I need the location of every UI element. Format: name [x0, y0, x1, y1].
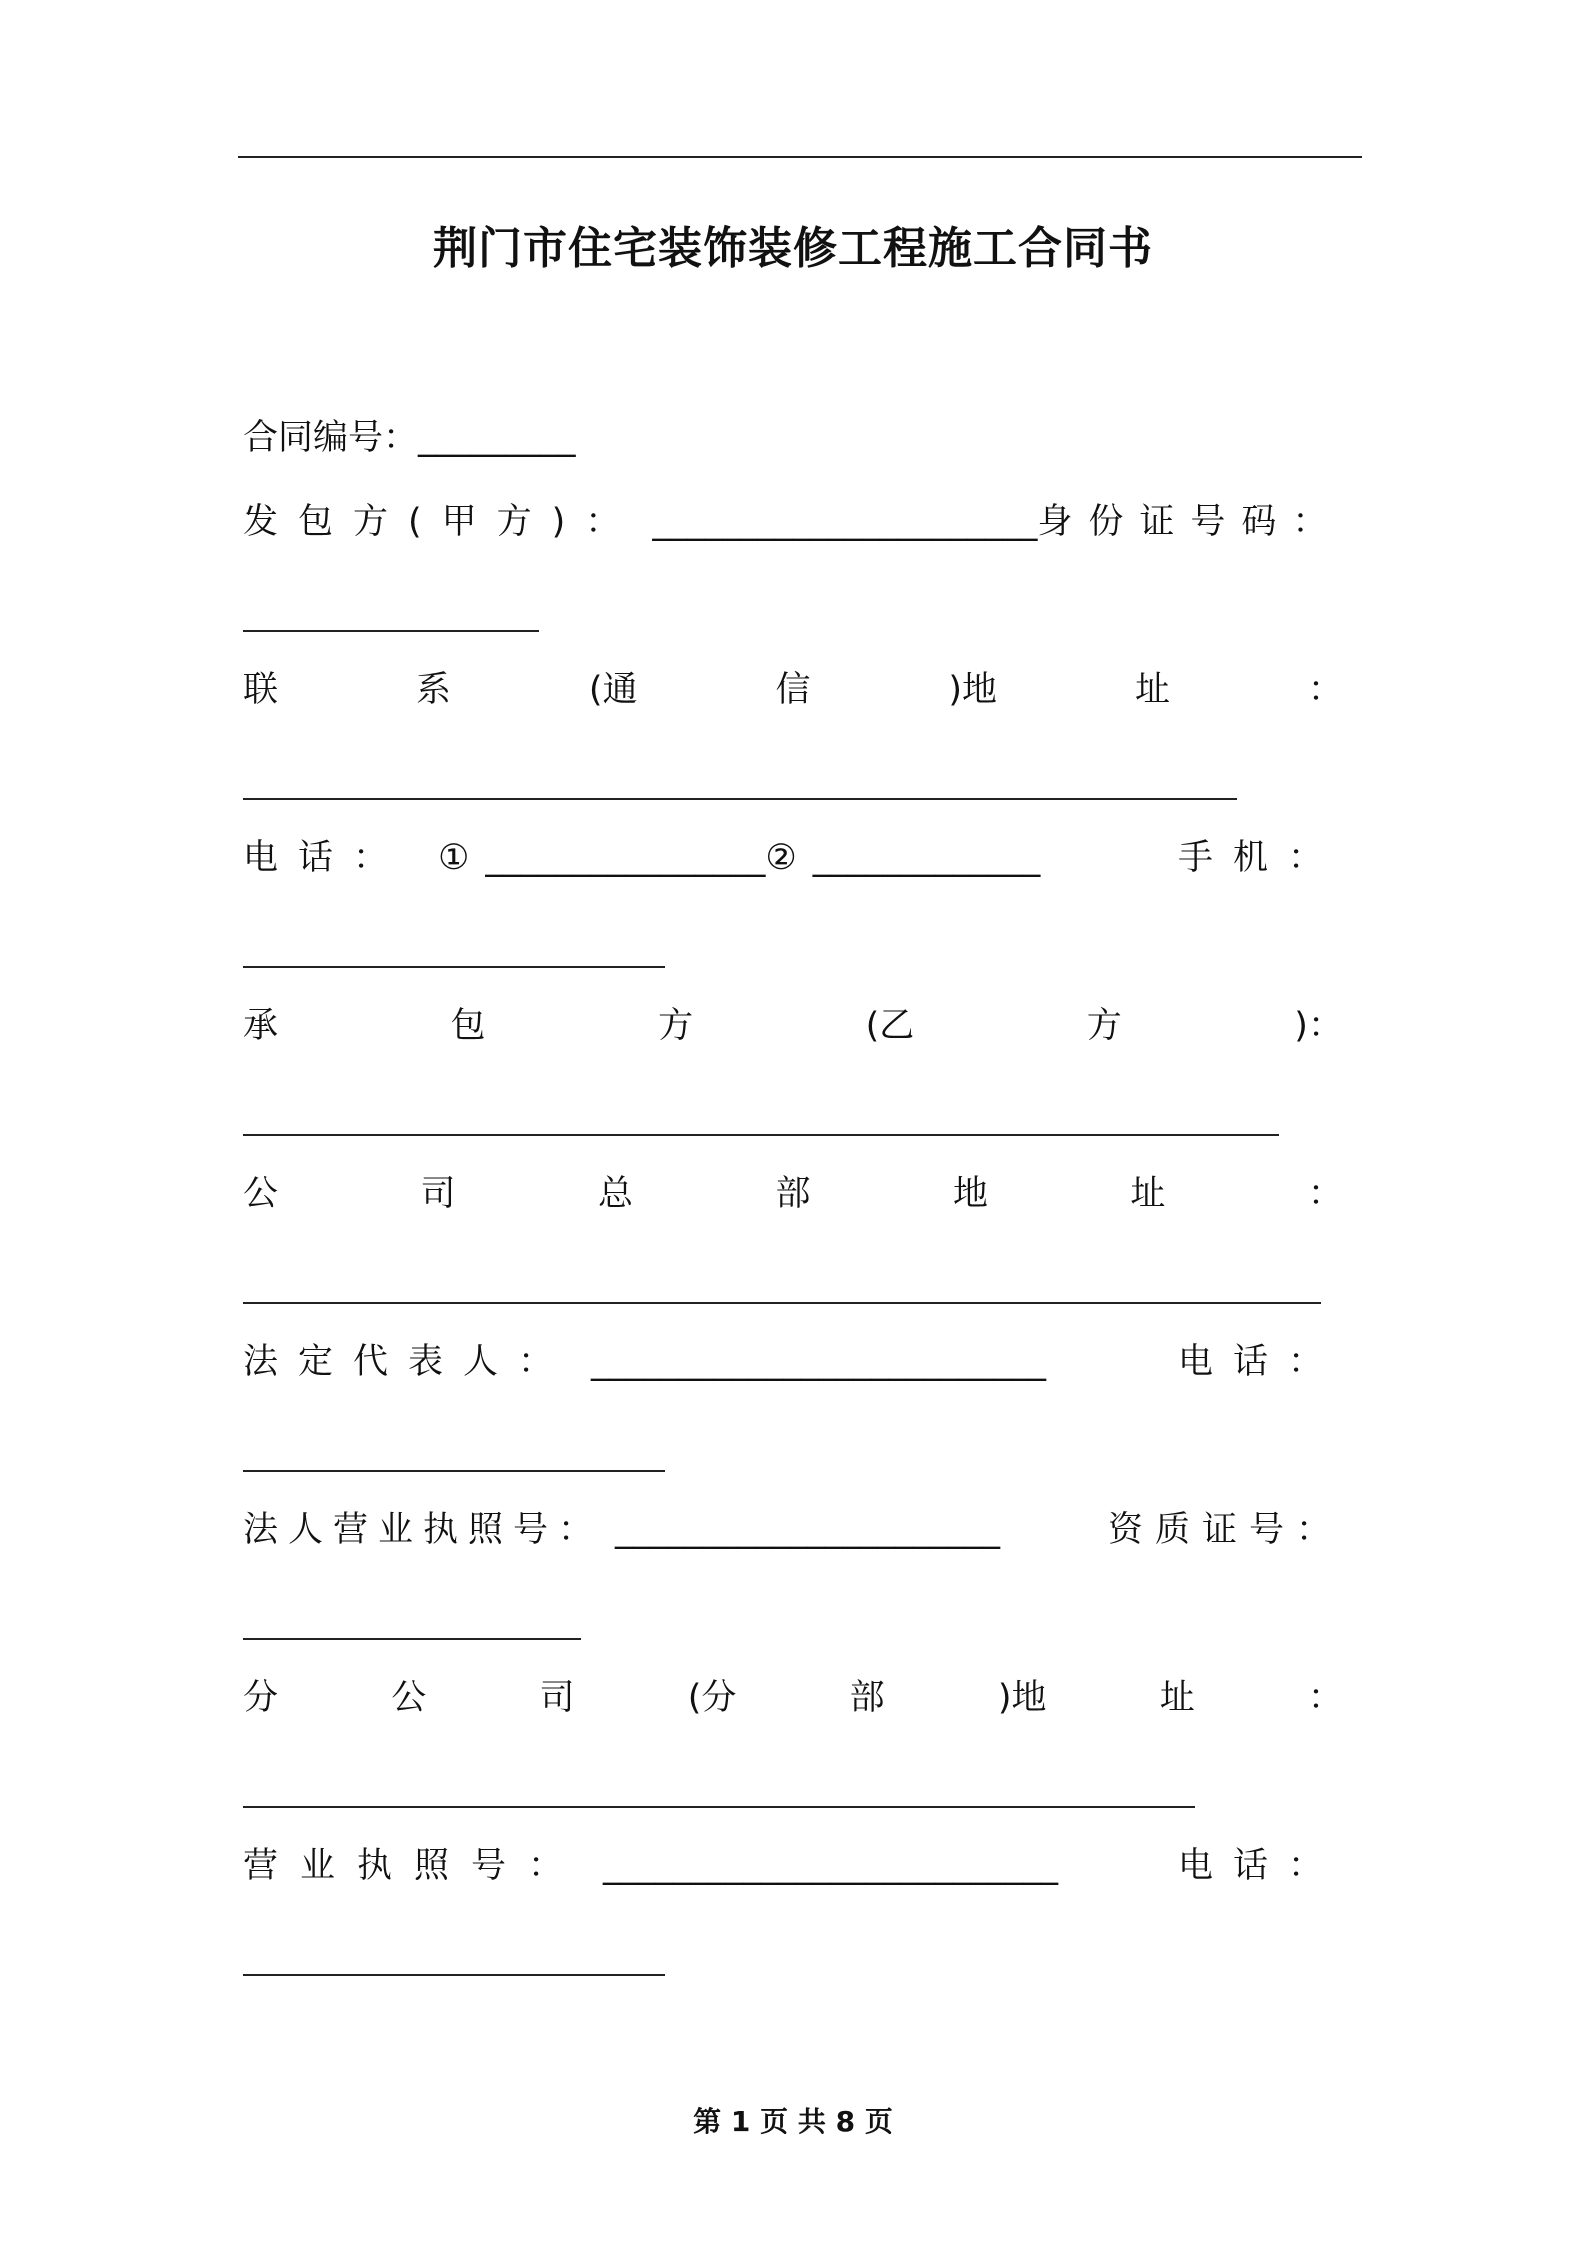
branch-phone-label: 电话：	[1177, 1846, 1343, 1886]
hq-word: 司	[420, 1174, 456, 1214]
party-a-id-blank	[243, 630, 539, 632]
branch-word: 司	[539, 1678, 575, 1718]
hq-word: 部	[775, 1174, 811, 1214]
party-b-word: 包	[450, 1006, 486, 1046]
party-b-word: 承	[243, 1006, 279, 1046]
party-a-phone-line	[243, 828, 1343, 888]
branch-word: 分	[243, 1678, 279, 1718]
party-a-mobile-label: 手机：	[1177, 838, 1343, 878]
legal-rep-phone-label: 电话：	[1177, 1342, 1343, 1382]
document-title: 荆门市住宅装饰装修工程施工合同书	[433, 223, 1153, 274]
address-word: ：	[1307, 670, 1343, 710]
party-b-word: (乙	[865, 1006, 915, 1046]
contract-number-blank: _________	[418, 418, 576, 458]
hq-word: 地	[952, 1174, 988, 1214]
party-b-word: )：	[1294, 1006, 1343, 1046]
qualification-label: 资质证号：	[1107, 1510, 1343, 1550]
party-b-line	[243, 996, 1343, 1056]
branch-license-line	[243, 1836, 1343, 1896]
address-word: (通	[588, 670, 638, 710]
legal-rep-line	[243, 1332, 1343, 1392]
party-a-id-label: 身份证号码：	[1037, 502, 1344, 542]
party-a-phone-blank-1: ________________	[485, 838, 766, 878]
branch-word: 部	[849, 1678, 885, 1718]
license-blank: ______________________	[615, 1510, 1001, 1550]
hq-word: ：	[1307, 1174, 1343, 1214]
branch-word: ：	[1307, 1678, 1343, 1718]
party-a-address-line	[243, 660, 1343, 720]
header-rule	[238, 156, 1362, 158]
legal-rep-blank: __________________________	[591, 1342, 1047, 1382]
branch-word: (分	[687, 1678, 737, 1718]
address-word: 信	[775, 670, 811, 710]
party-a-label: 发包方(甲方)：	[243, 502, 641, 542]
party-a-blank: ______________________	[652, 502, 1038, 542]
party-b-name-blank	[243, 1134, 1279, 1136]
branch-license-blank: __________________________	[603, 1846, 1059, 1886]
legal-rep-phone-blank	[243, 1470, 665, 1472]
branch-address-blank	[243, 1806, 1195, 1808]
party-a-address-blank	[243, 798, 1237, 800]
party-a-line	[243, 492, 1343, 552]
phone-mark-1: ①	[438, 838, 470, 878]
hq-address-blank	[243, 1302, 1321, 1304]
party-a-phone-label: 电话：	[243, 838, 409, 878]
hq-word: 公	[243, 1174, 279, 1214]
hq-address-line	[243, 1164, 1343, 1224]
branch-word: )地	[997, 1678, 1047, 1718]
branch-word: 公	[391, 1678, 427, 1718]
contract-number-label: 合同编号：	[243, 418, 419, 458]
license-line	[243, 1500, 1343, 1560]
legal-rep-label: 法定代表人：	[243, 1342, 574, 1382]
address-word: )地	[948, 670, 998, 710]
branch-phone-blank	[243, 1974, 665, 1976]
qualification-blank	[243, 1638, 581, 1640]
branch-address-line	[243, 1668, 1343, 1728]
party-b-word: 方	[658, 1006, 694, 1046]
page-footer: 第 1 页 共 8 页	[693, 2105, 893, 2138]
party-b-word: 方	[1086, 1006, 1122, 1046]
branch-word: 址	[1159, 1678, 1195, 1718]
address-word: 系	[415, 670, 451, 710]
party-a-mobile-blank	[243, 966, 665, 968]
address-word: 联	[243, 670, 279, 710]
address-word: 址	[1134, 670, 1170, 710]
contract-number-line	[243, 408, 1343, 468]
branch-license-label: 营业执照号：	[243, 1846, 586, 1886]
phone-mark-2: ②	[765, 838, 797, 878]
hq-word: 总	[597, 1174, 633, 1214]
party-a-phone-blank-2: _____________	[812, 838, 1041, 878]
hq-word: 址	[1130, 1174, 1166, 1214]
license-label: 法人营业执照号：	[243, 1510, 604, 1550]
